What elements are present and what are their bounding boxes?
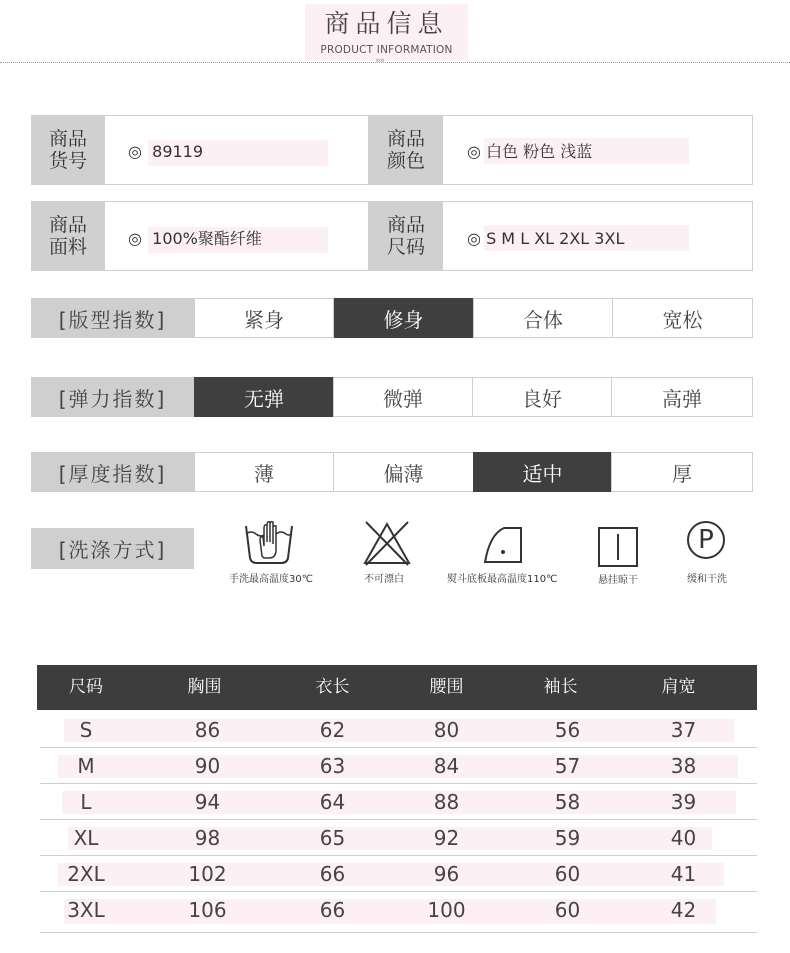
thickness-option-fairly-thin: 偏薄 xyxy=(333,452,474,492)
header-waist: 腰围 xyxy=(429,677,464,697)
item-no-label: 商品 货号 xyxy=(31,115,105,185)
fit-option-regular: 合体 xyxy=(473,298,613,338)
size-table-header xyxy=(37,665,757,710)
header-chest: 胸围 xyxy=(187,677,222,697)
fabric-value: ◎ 100%聚酯纤维 xyxy=(128,229,262,248)
section-subtitle: PRODUCT INFORMATION xyxy=(320,44,453,56)
table-row: XL 98 65 92 59 40 xyxy=(40,820,757,856)
table-row: 2XL 102 66 96 60 41 xyxy=(40,856,757,892)
size-value: ◎ S M L XL 2XL 3XL xyxy=(467,229,625,248)
header-size: 尺码 xyxy=(69,677,103,697)
no-bleach-icon xyxy=(362,520,412,566)
fit-option-slim: 修身 xyxy=(334,298,473,338)
color-label: 商品 颜色 xyxy=(369,115,443,185)
color-value: ◎ 白色 粉色 浅蓝 xyxy=(467,142,593,161)
header-length: 衣长 xyxy=(315,677,350,697)
bullet-icon: ◎ xyxy=(467,229,481,248)
table-row: S 86 62 80 56 37 xyxy=(40,712,757,748)
hang-dry-icon xyxy=(597,526,639,568)
dry-clean-caption: 缓和干洗 xyxy=(687,574,727,585)
fit-option-loose: 宽松 xyxy=(612,298,753,338)
elasticity-option-good: 良好 xyxy=(472,377,612,417)
header-divider xyxy=(0,62,790,63)
hand-wash-caption: 手洗最高温度30℃ xyxy=(229,574,313,585)
iron-icon xyxy=(480,522,526,566)
table-row: L 94 64 88 58 39 xyxy=(40,784,757,820)
hand-wash-icon xyxy=(242,520,296,566)
table-row: M 90 63 84 57 38 xyxy=(40,748,757,784)
thickness-option-thick: 厚 xyxy=(611,452,753,492)
item-no-value: ◎ 89119 xyxy=(128,142,204,161)
thickness-index-label: [厚度指数] xyxy=(31,452,194,492)
elasticity-index-label: [弹力指数] xyxy=(31,377,194,417)
elasticity-option-slight: 微弹 xyxy=(333,377,473,417)
dry-clean-p-icon: P xyxy=(687,521,725,559)
fit-index-label: [版型指数] xyxy=(31,298,194,338)
thickness-option-medium: 适中 xyxy=(473,452,612,492)
bullet-icon: ◎ xyxy=(128,142,142,161)
wash-method-label: [洗涤方式] xyxy=(31,528,194,569)
iron-caption: 熨斗底板最高温度110℃ xyxy=(447,574,558,585)
hang-dry-caption: 悬挂晾干 xyxy=(598,575,638,586)
fit-option-tight: 紧身 xyxy=(194,298,334,338)
chevrons-icon: »» xyxy=(375,56,385,66)
header-shoulder: 肩宽 xyxy=(661,677,696,697)
thickness-option-thin: 薄 xyxy=(194,452,334,492)
size-label: 商品 尺码 xyxy=(369,201,443,271)
fabric-label: 商品 面料 xyxy=(31,201,105,271)
elasticity-option-high: 高弹 xyxy=(611,377,753,417)
section-header xyxy=(305,4,468,60)
bullet-icon: ◎ xyxy=(128,229,142,248)
header-sleeve: 袖长 xyxy=(543,677,578,697)
no-bleach-caption: 不可漂白 xyxy=(364,574,404,585)
elasticity-option-none: 无弹 xyxy=(194,377,334,417)
bullet-icon: ◎ xyxy=(467,142,481,161)
section-title: 商品信息 xyxy=(324,9,449,38)
table-row: 3XL 106 66 100 60 42 xyxy=(40,892,757,933)
